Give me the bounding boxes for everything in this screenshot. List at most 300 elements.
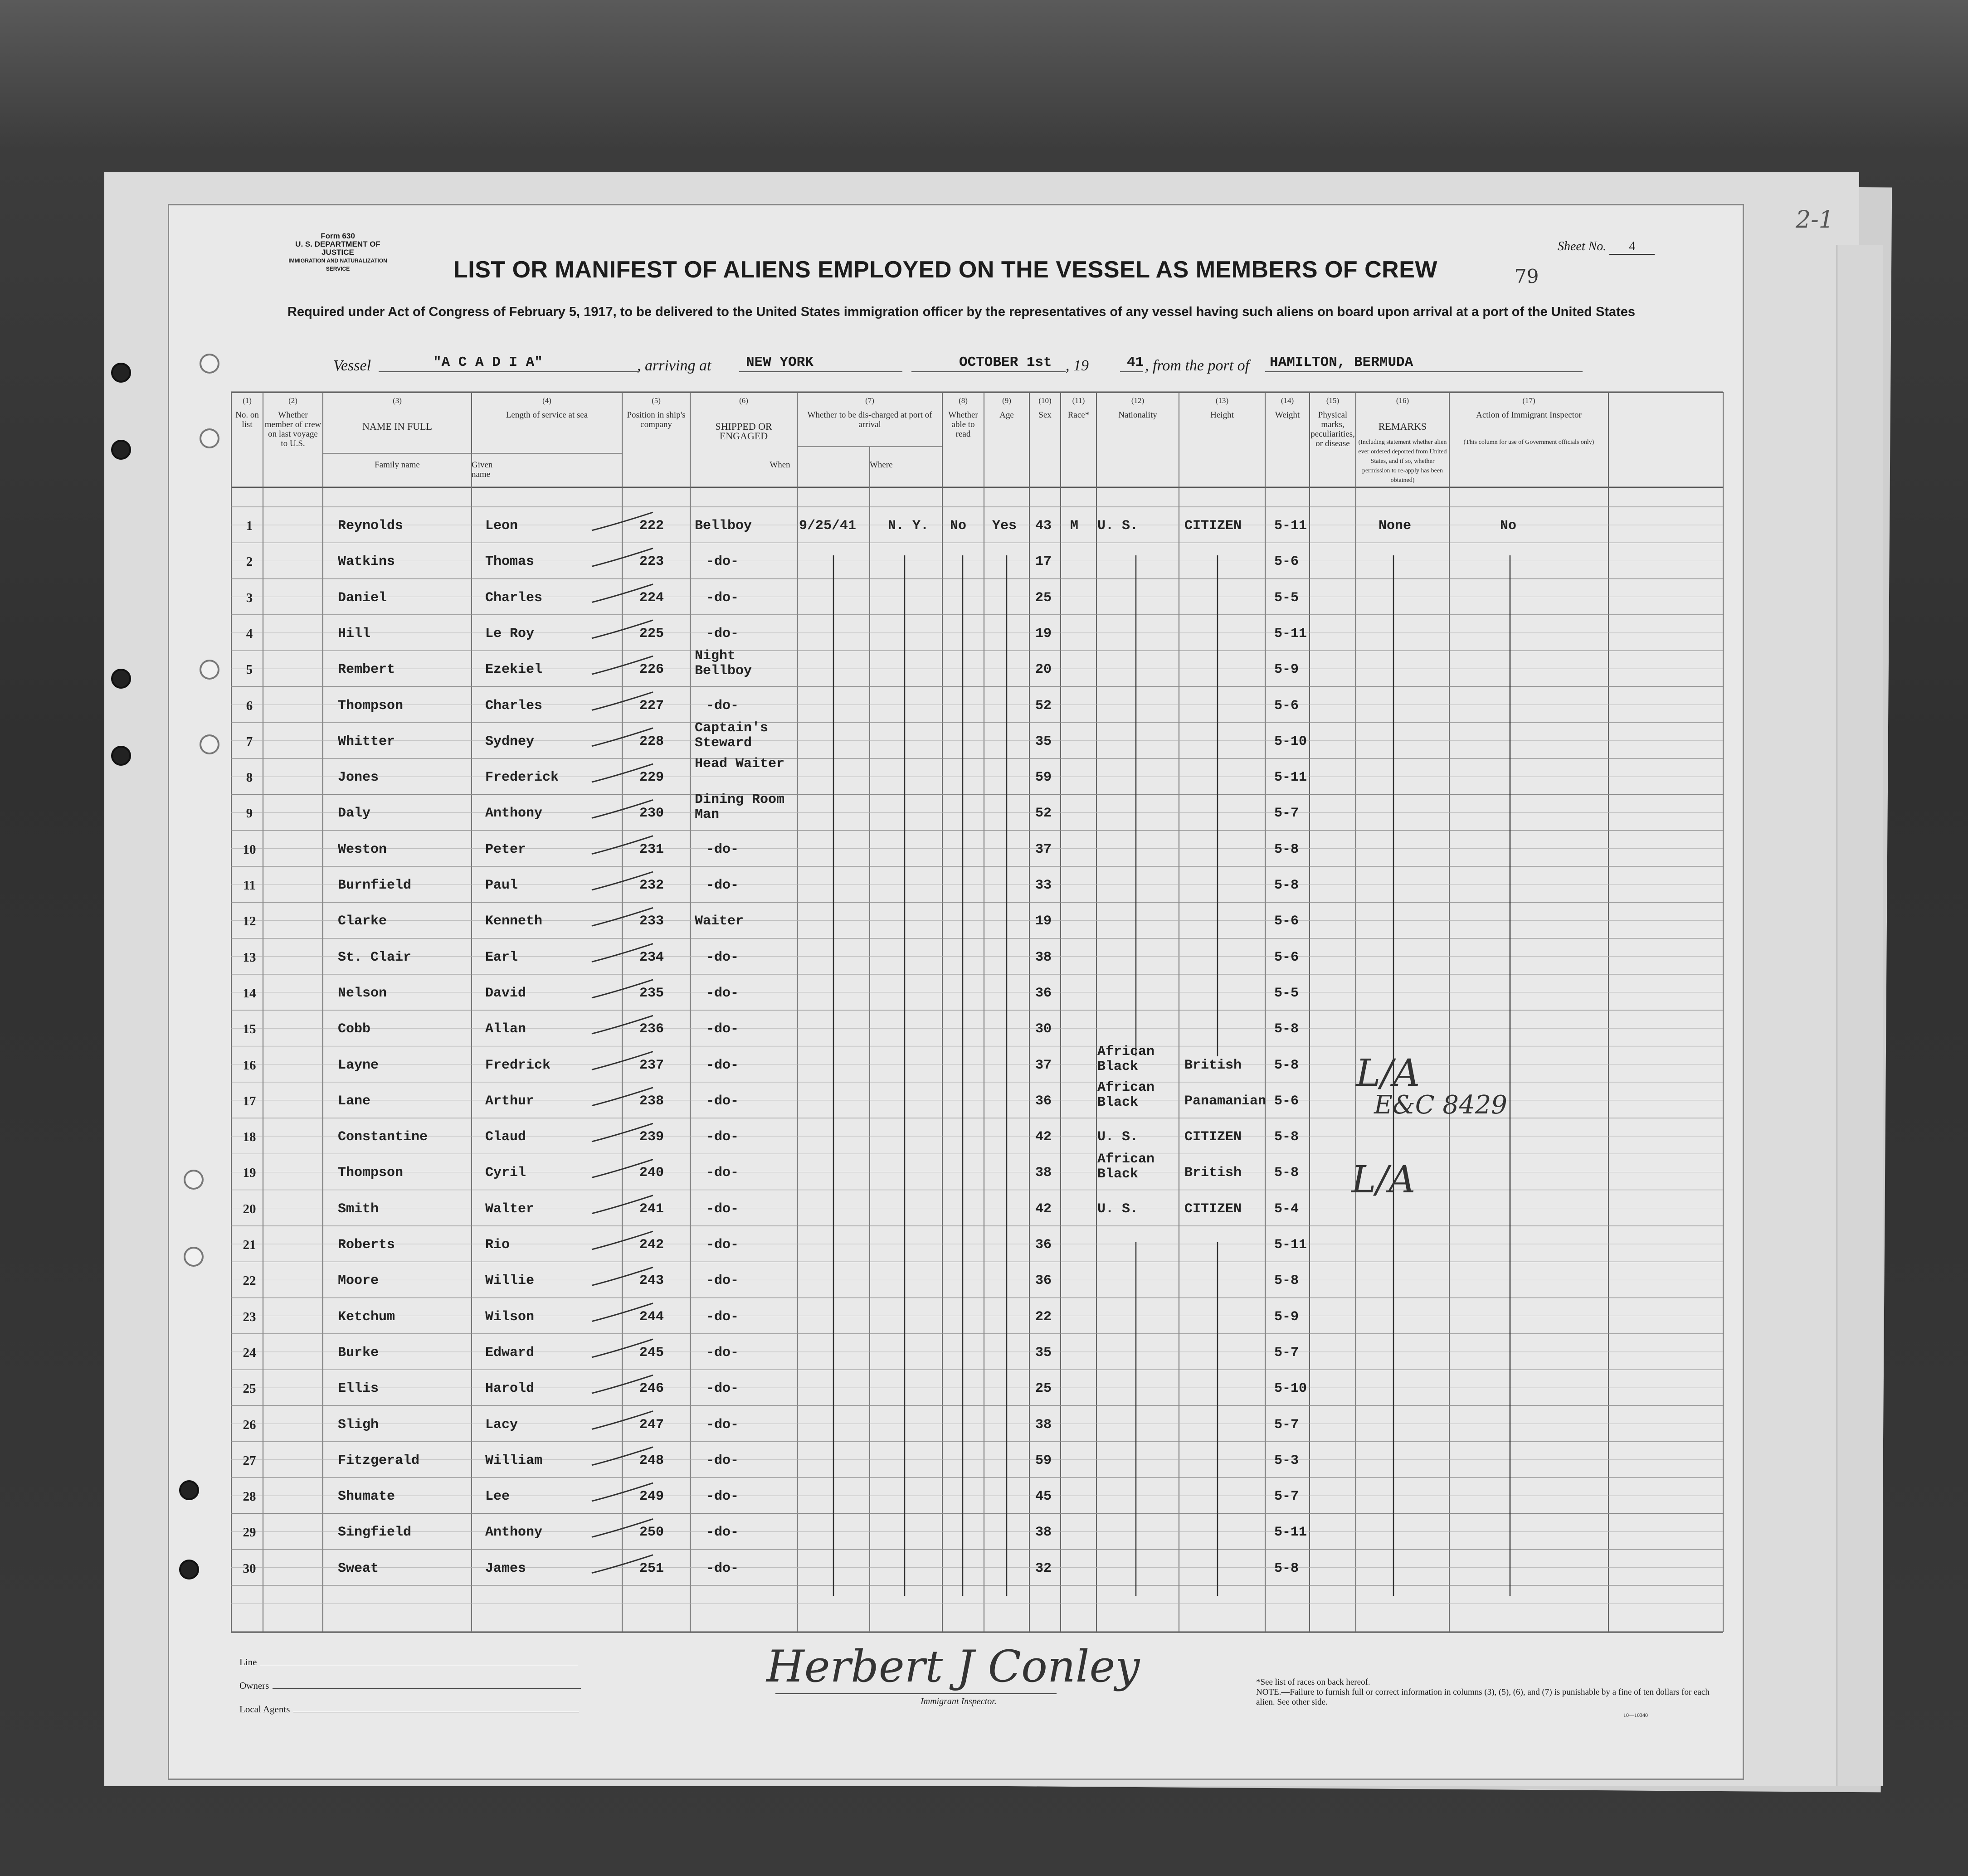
nationality: British <box>1184 1057 1242 1073</box>
family-name: Thompson <box>338 698 404 714</box>
family-name: Smith <box>338 1201 379 1217</box>
column-header: SHIPPED OR ENGAGED <box>715 421 772 442</box>
service-length: 246 <box>639 1381 664 1397</box>
family-name: Lane <box>338 1093 371 1109</box>
given-name: Charles <box>485 698 543 714</box>
column-subheader: When <box>770 460 790 470</box>
form-subtitle: Required under Act of Congress of February 5, 1917, to be delivered to the United States immigration officer by the representatives of any vessel having such aliens on board upon arrival at a port of the United States <box>287 305 1636 319</box>
column-header: Whether member of crew on last voyage to U.S. <box>264 410 322 448</box>
height: 5-6 <box>1274 1093 1299 1109</box>
nationality: British <box>1184 1165 1242 1181</box>
handwritten-annotation-row19: L/A <box>1351 1158 1416 1201</box>
column-header: NAME IN FULL <box>362 421 432 432</box>
races-note: *See list of races on back hereof. <box>1256 1677 1370 1687</box>
ship-position: -do- <box>706 1273 739 1289</box>
ship-position: Bellboy <box>695 518 752 534</box>
row-number: 8 <box>246 770 253 785</box>
given-name: Kenneth <box>485 914 543 929</box>
family-name: Hill <box>338 626 371 642</box>
row-number: 13 <box>243 950 256 965</box>
ship-position: -do- <box>706 1417 739 1433</box>
height: 5-6 <box>1274 914 1299 929</box>
row-number: 18 <box>243 1130 256 1145</box>
service-length: 222 <box>639 518 664 534</box>
age: 52 <box>1035 698 1052 714</box>
service-length: 249 <box>639 1489 664 1505</box>
race: African Black <box>1097 1152 1155 1182</box>
column-header: Sex <box>1038 410 1052 420</box>
given-name: Anthony <box>485 1525 543 1541</box>
ship-position: -do- <box>706 1525 739 1541</box>
given-name: Peter <box>485 841 526 857</box>
service-length: 245 <box>639 1345 664 1361</box>
ship-position: -do- <box>706 1489 739 1505</box>
age: 38 <box>1035 1165 1052 1181</box>
family-name: Reynolds <box>338 518 404 534</box>
height: 5-8 <box>1274 1021 1299 1037</box>
family-name: Sligh <box>338 1417 379 1433</box>
age: 17 <box>1035 554 1052 570</box>
service-name: IMMIGRATION AND NATURALIZATION SERVICE <box>288 258 387 272</box>
row-number: 17 <box>243 1094 256 1108</box>
row-number: 23 <box>243 1309 256 1324</box>
family-name: Burke <box>338 1345 379 1361</box>
age: 36 <box>1035 1273 1052 1289</box>
column-number: (8) <box>959 396 968 405</box>
height: 5-11 <box>1274 1525 1307 1541</box>
column-header: Whether to be dis-charged at port of arrival <box>807 410 932 429</box>
given-name: James <box>485 1560 526 1576</box>
shipped-when: 9/25/41 <box>799 518 857 534</box>
column-note: (Including statement whether alien ever ordered deported from United States, and if so, whether permission to re-apply has been obtained) <box>1358 439 1447 484</box>
given-name: Leon <box>485 518 518 534</box>
row-number: 1 <box>246 519 253 533</box>
given-name: Anthony <box>485 806 543 821</box>
age: 36 <box>1035 985 1052 1001</box>
able-to-read: Yes <box>992 518 1017 534</box>
family-name: Clarke <box>338 914 387 929</box>
column-header: Weight <box>1275 410 1300 420</box>
age: 37 <box>1035 841 1052 857</box>
column-header: Length of service at sea <box>506 410 588 420</box>
age: 38 <box>1035 949 1052 965</box>
age: 38 <box>1035 1525 1052 1541</box>
nationality: Panamanian <box>1184 1093 1267 1109</box>
column-number: (7) <box>865 396 874 405</box>
service-length: 232 <box>639 878 664 893</box>
given-name: Fredrick <box>485 1057 551 1073</box>
height: 5-11 <box>1274 626 1307 642</box>
family-name: Weston <box>338 841 387 857</box>
row-number: 27 <box>243 1453 256 1468</box>
height: 5-8 <box>1274 1273 1299 1289</box>
family-name: Watkins <box>338 554 395 570</box>
height: 5-8 <box>1274 1057 1299 1073</box>
age: 33 <box>1035 878 1052 893</box>
age: 25 <box>1035 1381 1052 1397</box>
race: U. S. <box>1097 1129 1139 1145</box>
ship-position: -do- <box>706 841 739 857</box>
ship-position: Dining Room Man <box>695 792 785 823</box>
column-number: (17) <box>1522 396 1535 405</box>
family-name: Shumate <box>338 1489 395 1505</box>
height: 5-6 <box>1274 949 1299 965</box>
owners-field <box>239 1674 581 1697</box>
column-header: Action of Immigrant Inspector <box>1476 410 1582 420</box>
service-length: 230 <box>639 806 664 821</box>
given-name: Lacy <box>485 1417 518 1433</box>
family-name: Daly <box>338 806 371 821</box>
height: 5-4 <box>1274 1201 1299 1217</box>
sheet-stamp-number: 79 <box>1515 265 1539 287</box>
race: African Black <box>1097 1044 1155 1074</box>
vessel-name: "A C A D I A" <box>433 355 543 370</box>
column-number: (12) <box>1131 396 1145 405</box>
service-length: 224 <box>639 590 664 606</box>
given-name: Edward <box>485 1345 535 1361</box>
row-number: 29 <box>243 1525 256 1540</box>
ship-position: -do- <box>706 949 739 965</box>
ship-position: Head Waiter <box>695 756 785 772</box>
given-name: Rio <box>485 1237 510 1253</box>
height: 5-9 <box>1274 662 1299 678</box>
row-number: 16 <box>243 1058 256 1073</box>
arrival-date: OCTOBER 1st <box>959 355 1052 370</box>
age: 22 <box>1035 1309 1052 1325</box>
race: U. S. <box>1097 1201 1139 1217</box>
column-number: (13) <box>1215 396 1229 405</box>
row-number: 7 <box>246 734 253 749</box>
column-number: (1) <box>243 396 252 405</box>
height: 5-6 <box>1274 698 1299 714</box>
given-name: David <box>485 985 526 1001</box>
given-name: Earl <box>485 949 518 965</box>
agents-label: Local Agents <box>239 1704 290 1715</box>
department-name: U. S. DEPARTMENT OF JUSTICE <box>295 240 380 257</box>
given-name: Willie <box>485 1273 535 1289</box>
height: 5-7 <box>1274 1417 1299 1433</box>
service-length: 242 <box>639 1237 664 1253</box>
family-name: Cobb <box>338 1021 371 1037</box>
family-name: Constantine <box>338 1129 428 1145</box>
ship-position: -do- <box>706 590 739 606</box>
family-name: Thompson <box>338 1165 404 1181</box>
height: 5-7 <box>1274 1345 1299 1361</box>
vessel-label: Vessel <box>333 357 371 374</box>
age: 42 <box>1035 1201 1052 1217</box>
arrival-port: NEW YORK <box>746 355 814 370</box>
age: 25 <box>1035 590 1052 606</box>
ship-position: -do- <box>706 1345 739 1361</box>
agents-field <box>239 1697 581 1721</box>
age: 59 <box>1035 770 1052 786</box>
handwritten-annotation-row17: E&C 8429 <box>1374 1090 1507 1120</box>
column-header: Age <box>999 410 1014 420</box>
age: 36 <box>1035 1093 1052 1109</box>
column-header: Nationality <box>1118 410 1157 420</box>
given-name: Arthur <box>485 1093 535 1109</box>
row-number: 5 <box>246 662 253 677</box>
family-name: Nelson <box>338 985 387 1001</box>
column-number: (11) <box>1072 396 1085 405</box>
sheet-number: 4 <box>1609 239 1655 255</box>
family-name: Burnfield <box>338 878 412 893</box>
row-number: 4 <box>246 626 253 641</box>
line-label: Line <box>239 1657 257 1667</box>
age: 30 <box>1035 1021 1052 1037</box>
ship-position: -do- <box>706 1560 739 1576</box>
manifest-title: LIST OR MANIFEST OF ALIENS EMPLOYED ON THE VESSEL AS MEMBERS OF CREW <box>453 257 1437 283</box>
height: 5-7 <box>1274 806 1299 821</box>
height: 5-11 <box>1274 770 1307 786</box>
service-length: 243 <box>639 1273 664 1289</box>
height: 5-8 <box>1274 878 1299 893</box>
row-number: 10 <box>243 842 256 857</box>
column-number: (10) <box>1038 396 1052 405</box>
column-subheader: Family name <box>375 460 420 470</box>
service-length: 235 <box>639 985 664 1001</box>
sheet-label: Sheet No. <box>1558 239 1607 253</box>
age: 32 <box>1035 1560 1052 1576</box>
row-number: 26 <box>243 1417 256 1432</box>
service-length: 223 <box>639 554 664 570</box>
row-number: 9 <box>246 806 253 821</box>
row-number: 11 <box>243 878 256 893</box>
family-name: Jones <box>338 770 379 786</box>
shipped-where: N. Y. <box>888 518 929 534</box>
given-name: Charles <box>485 590 543 606</box>
line-field <box>239 1650 581 1674</box>
height: 5-3 <box>1274 1453 1299 1468</box>
height: 5-11 <box>1274 518 1307 534</box>
row-number: 22 <box>243 1273 256 1288</box>
given-name: Paul <box>485 878 518 893</box>
penalty-note: NOTE.—Failure to furnish full or correct information in columns (3), (5), (6), and (7) is punishable by a fine of ten dollars for each alien. See other side. <box>1256 1687 1710 1707</box>
age: 38 <box>1035 1417 1052 1433</box>
ship-position: -do- <box>706 626 739 642</box>
age: 45 <box>1035 1489 1052 1505</box>
height: 5-11 <box>1274 1237 1307 1253</box>
row-number: 12 <box>243 914 256 929</box>
row-number: 20 <box>243 1201 256 1216</box>
age: 19 <box>1035 914 1052 929</box>
given-name: Thomas <box>485 554 535 570</box>
ship-position: -do- <box>706 1309 739 1325</box>
height: 5-5 <box>1274 985 1299 1001</box>
row-number: 14 <box>243 986 256 1001</box>
handwritten-annotation-row16: L/A <box>1356 1052 1420 1095</box>
age: 43 <box>1035 518 1052 534</box>
row-number: 21 <box>243 1238 256 1252</box>
service-length: 240 <box>639 1165 664 1181</box>
ship-position: -do- <box>706 1057 739 1073</box>
column-number: (2) <box>288 396 297 405</box>
service-length: 227 <box>639 698 664 714</box>
row-number: 28 <box>243 1489 256 1504</box>
given-name: Sydney <box>485 734 535 749</box>
family-name: Ellis <box>338 1381 379 1397</box>
ship-position: -do- <box>706 878 739 893</box>
family-name: Singfield <box>338 1525 412 1541</box>
column-header: Height <box>1210 410 1234 420</box>
age: 59 <box>1035 1453 1052 1468</box>
column-number: (5) <box>652 396 661 405</box>
age: 42 <box>1035 1129 1052 1145</box>
column-number: (9) <box>1002 396 1011 405</box>
form-number: Form 630 <box>321 232 355 240</box>
column-header: Position in ship's company <box>627 410 686 429</box>
age: 36 <box>1035 1237 1052 1253</box>
ship-position: -do- <box>706 1201 739 1217</box>
service-length: 233 <box>639 914 664 929</box>
height: 5-8 <box>1274 841 1299 857</box>
column-number: (14) <box>1281 396 1294 405</box>
row-number: 25 <box>243 1381 256 1396</box>
height: 5-8 <box>1274 1129 1299 1145</box>
given-name: Lee <box>485 1489 510 1505</box>
height: 5-9 <box>1274 1309 1299 1325</box>
nationality: CITIZEN <box>1184 518 1242 534</box>
service-length: 239 <box>639 1129 664 1145</box>
ship-position: -do- <box>706 698 739 714</box>
height: 5-8 <box>1274 1560 1299 1576</box>
service-length: 247 <box>639 1417 664 1433</box>
family-name: Ketchum <box>338 1309 395 1325</box>
column-number: (16) <box>1396 396 1409 405</box>
departure-port: HAMILTON, BERMUDA <box>1270 355 1413 370</box>
service-length: 241 <box>639 1201 664 1217</box>
ship-position: -do- <box>706 985 739 1001</box>
column-header: REMARKS <box>1378 421 1427 432</box>
family-name: Roberts <box>338 1237 395 1253</box>
service-length: 238 <box>639 1093 664 1109</box>
given-name: Frederick <box>485 770 559 786</box>
family-name: Moore <box>338 1273 379 1289</box>
print-code: 10—10340 <box>1623 1712 1648 1718</box>
inspector-signature: Herbert J Conley <box>766 1641 1140 1692</box>
service-length: 244 <box>639 1309 664 1325</box>
given-name: Walter <box>485 1201 535 1217</box>
column-number: (4) <box>542 396 551 405</box>
row-number: 3 <box>246 590 253 605</box>
age: 35 <box>1035 1345 1052 1361</box>
age: 52 <box>1035 806 1052 821</box>
service-length: 234 <box>639 949 664 965</box>
given-name: Allan <box>485 1021 526 1037</box>
nationality: CITIZEN <box>1184 1201 1242 1217</box>
column-subheader: Where <box>870 460 893 470</box>
arrival-year: 41 <box>1127 355 1144 370</box>
column-number: (6) <box>739 396 748 405</box>
service-length: 250 <box>639 1525 664 1541</box>
height: 5-7 <box>1274 1489 1299 1505</box>
column-note: (This column for use of Government officials only) <box>1463 439 1594 446</box>
sex: M <box>1070 518 1079 534</box>
given-name: Cyril <box>485 1165 526 1181</box>
ship-position: Waiter <box>695 914 744 929</box>
inspector-label: Immigrant Inspector. <box>921 1696 997 1706</box>
height: 5-10 <box>1274 1381 1307 1397</box>
height: 5-5 <box>1274 590 1299 606</box>
ship-position: -do- <box>706 1021 739 1037</box>
given-name: Le Roy <box>485 626 535 642</box>
service-length: 248 <box>639 1453 664 1468</box>
family-name: Rembert <box>338 662 395 678</box>
service-length: 228 <box>639 734 664 749</box>
race: African Black <box>1097 1079 1155 1110</box>
service-length: 236 <box>639 1021 664 1037</box>
row-number: 2 <box>246 554 253 569</box>
given-name: Ezekiel <box>485 662 543 678</box>
column-header: Whether able to read <box>948 410 978 439</box>
remarks: No <box>1500 518 1517 534</box>
ship-position: -do- <box>706 1093 739 1109</box>
given-name: Harold <box>485 1381 535 1397</box>
column-number: (3) <box>393 396 402 405</box>
year-prefix: , 19 <box>1066 357 1089 374</box>
age: 37 <box>1035 1057 1052 1073</box>
column-header: Race* <box>1067 410 1090 420</box>
age: 35 <box>1035 734 1052 749</box>
family-name: Fitzgerald <box>338 1453 420 1468</box>
race: U. S. <box>1097 518 1139 534</box>
row-number: 6 <box>246 698 253 713</box>
from-label: , from the port of <box>1145 357 1250 374</box>
age: 20 <box>1035 662 1052 678</box>
height: 5-6 <box>1274 554 1299 570</box>
service-length: 226 <box>639 662 664 678</box>
ship-position: -do- <box>706 1129 739 1145</box>
ship-position: -do- <box>706 1453 739 1468</box>
ship-position: -do- <box>706 1381 739 1397</box>
given-name: William <box>485 1453 543 1468</box>
given-name: Wilson <box>485 1309 535 1325</box>
discharge-status: No <box>950 518 967 534</box>
family-name: Daniel <box>338 590 387 606</box>
row-number: 24 <box>243 1345 256 1360</box>
row-number: 30 <box>243 1561 256 1576</box>
age: 19 <box>1035 626 1052 642</box>
family-name: Sweat <box>338 1560 379 1576</box>
corner-mark: 2-1 <box>1796 206 1834 233</box>
ship-position: -do- <box>706 1165 739 1181</box>
ship-position: Captain's Steward <box>695 720 769 751</box>
column-header: Physical marks, peculiarities, or disease <box>1310 410 1355 448</box>
column-number: (15) <box>1326 396 1340 405</box>
service-length: 231 <box>639 841 664 857</box>
column-header: No. on list <box>235 410 259 429</box>
physical-marks: None <box>1379 518 1412 534</box>
service-length: 237 <box>639 1057 664 1073</box>
ship-position: Night Bellboy <box>695 648 752 679</box>
height: 5-10 <box>1274 734 1307 749</box>
family-name: St. Clair <box>338 949 412 965</box>
given-name: Claud <box>485 1129 526 1145</box>
service-length: 251 <box>639 1560 664 1576</box>
service-length: 229 <box>639 770 664 786</box>
row-number: 15 <box>243 1022 256 1037</box>
service-length: 225 <box>639 626 664 642</box>
nationality: CITIZEN <box>1184 1129 1242 1145</box>
ship-position: -do- <box>706 554 739 570</box>
family-name: Layne <box>338 1057 379 1073</box>
arriving-label: , arriving at <box>637 357 711 374</box>
row-number: 19 <box>243 1166 256 1181</box>
ship-position: -do- <box>706 1237 739 1253</box>
owners-label: Owners <box>239 1680 269 1691</box>
height: 5-8 <box>1274 1165 1299 1181</box>
family-name: Whitter <box>338 734 395 749</box>
